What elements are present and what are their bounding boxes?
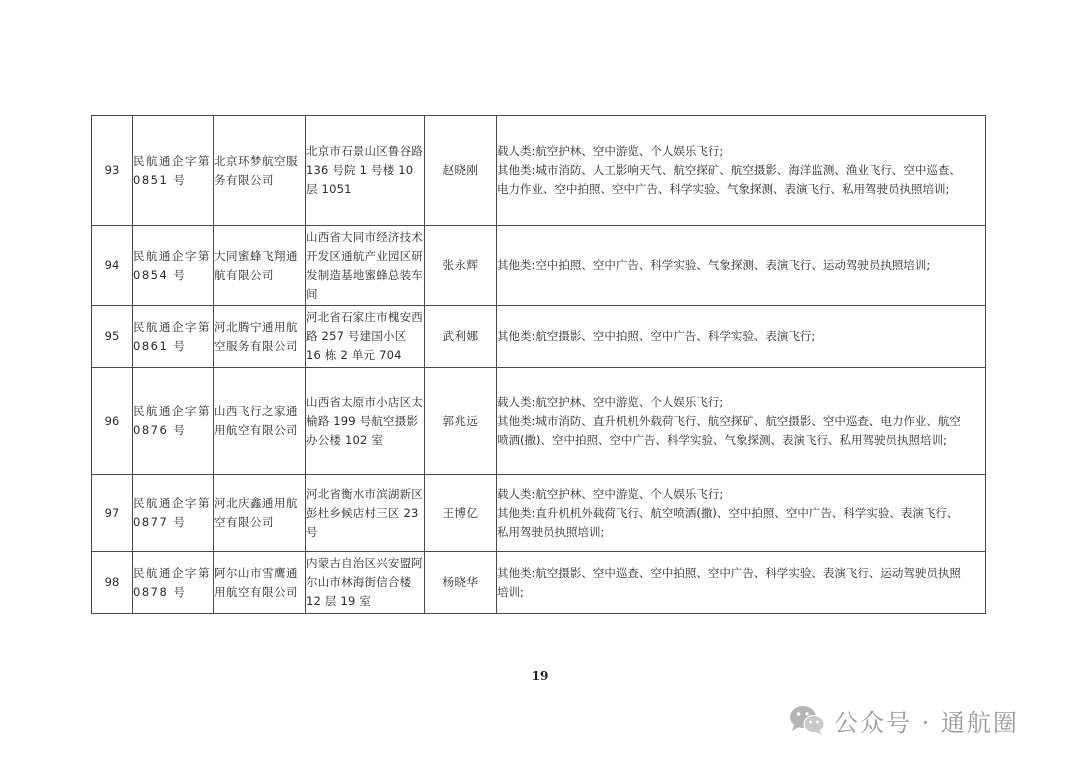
scope-line: 喷洒(撒)、空中拍照、空中广告、科学实验、气象探测、表演飞行、私用驾驶员执照培训; (497, 432, 947, 447)
scope-line: 其他类:直升机机外载荷飞行、航空喷洒(撒)、空中拍照、空中广告、科学实验、表演飞行、 (497, 505, 959, 520)
company-name: 山西飞行之家通用航空有限公司 (214, 368, 306, 475)
row-number: 98 (92, 552, 133, 614)
company-address: 北京市石景山区鲁谷路 136 号院 1 号楼 10 层 1051 (306, 116, 425, 226)
business-scope (497, 475, 986, 552)
company-name: 大同蜜蜂飞翔通航有限公司 (214, 226, 306, 306)
scope-line: 其他类:城市消防、直升机机外载荷飞行、航空探矿、航空摄影、空中巡查、电力作业、航空 (497, 413, 961, 428)
scope-line: 培训; (497, 584, 524, 599)
company-address: 河北省衡水市滨湖新区彭杜乡候店村三区 23 号 (306, 475, 425, 552)
row-number: 96 (92, 368, 133, 475)
table-row (92, 552, 986, 614)
scope-line: 载人类:航空护林、空中游览、个人娱乐飞行; (497, 394, 724, 409)
company-address: 山西省太原市小店区太榆路 199 号航空摄影办公楼 102 室 (306, 368, 425, 475)
business-scope (497, 368, 986, 475)
table-row (92, 368, 986, 475)
company-name: 阿尔山市雪鹰通用航空有限公司 (214, 552, 306, 614)
legal-representative: 杨晓华 (425, 552, 497, 614)
company-name: 北京环梦航空服务有限公司 (214, 116, 306, 226)
company-name: 河北庆鑫通用航空有限公司 (214, 475, 306, 552)
scope-line: 载人类:航空护林、空中游览、个人娱乐飞行; (497, 486, 724, 501)
company-address: 山西省大同市经济技术开发区通航产业园区研发制造基地蜜蜂总装车间 (306, 226, 425, 306)
business-scope (497, 306, 986, 368)
scope-line: 其他类:空中拍照、空中广告、科学实验、气象探测、表演飞行、运动驾驶员执照培训; (497, 258, 931, 272)
table-row (92, 306, 986, 368)
scope-line: 其他类:城市消防、人工影响天气、航空探矿、航空摄影、海洋监测、渔业飞行、空中巡查、 (497, 163, 961, 177)
legal-representative: 郭兆远 (425, 368, 497, 475)
company-registry-table (91, 115, 986, 614)
license-number: 民航通企字第 0876 号 (133, 368, 214, 475)
row-number: 93 (92, 116, 133, 226)
legal-representative: 武利娜 (425, 306, 497, 368)
row-number: 94 (92, 226, 133, 306)
license-number: 民航通企字第 0851 号 (133, 116, 214, 226)
scope-line: 其他类:航空摄影、空中巡查、空中拍照、空中广告、科学实验、表演飞行、运动驾驶员执照 (497, 565, 961, 580)
page-number: 19 (531, 669, 549, 683)
legal-representative: 赵晓刚 (425, 116, 497, 226)
wechat-logo-icon (788, 703, 826, 737)
watermark (788, 700, 1019, 740)
business-scope (497, 552, 986, 614)
legal-representative: 王博亿 (425, 475, 497, 552)
business-scope (497, 226, 986, 306)
row-number: 97 (92, 475, 133, 552)
company-address: 河北省石家庄市槐安西路 257 号建国小区 16 栋 2 单元 704 (306, 306, 425, 368)
company-name: 河北腾宁通用航空服务有限公司 (214, 306, 306, 368)
table-row (92, 226, 986, 306)
scope-line: 私用驾驶员执照培训; (497, 524, 605, 539)
business-scope (497, 116, 986, 226)
watermark-text: 公众号 · 通航圈 (834, 708, 1019, 737)
license-number: 民航通企字第 0877 号 (133, 475, 214, 552)
scope-line: 载人类:航空护林、空中游览、个人娱乐飞行; (497, 144, 724, 158)
company-address: 内蒙古自治区兴安盟阿尔山市林海街信合楼 12 层 19 室 (306, 552, 425, 614)
scope-line: 其他类:航空摄影、空中拍照、空中广告、科学实验、表演飞行; (497, 329, 816, 343)
table-row (92, 475, 986, 552)
legal-representative: 张永辉 (425, 226, 497, 306)
scope-line: 电力作业、空中拍照、空中广告、科学实验、气象探测、表演飞行、私用驾驶员执照培训; (497, 182, 950, 196)
table-row (92, 116, 986, 226)
license-number: 民航通企字第 0878 号 (133, 552, 214, 614)
license-number: 民航通企字第 0861 号 (133, 306, 214, 368)
license-number: 民航通企字第 0854 号 (133, 226, 214, 306)
row-number: 95 (92, 306, 133, 368)
